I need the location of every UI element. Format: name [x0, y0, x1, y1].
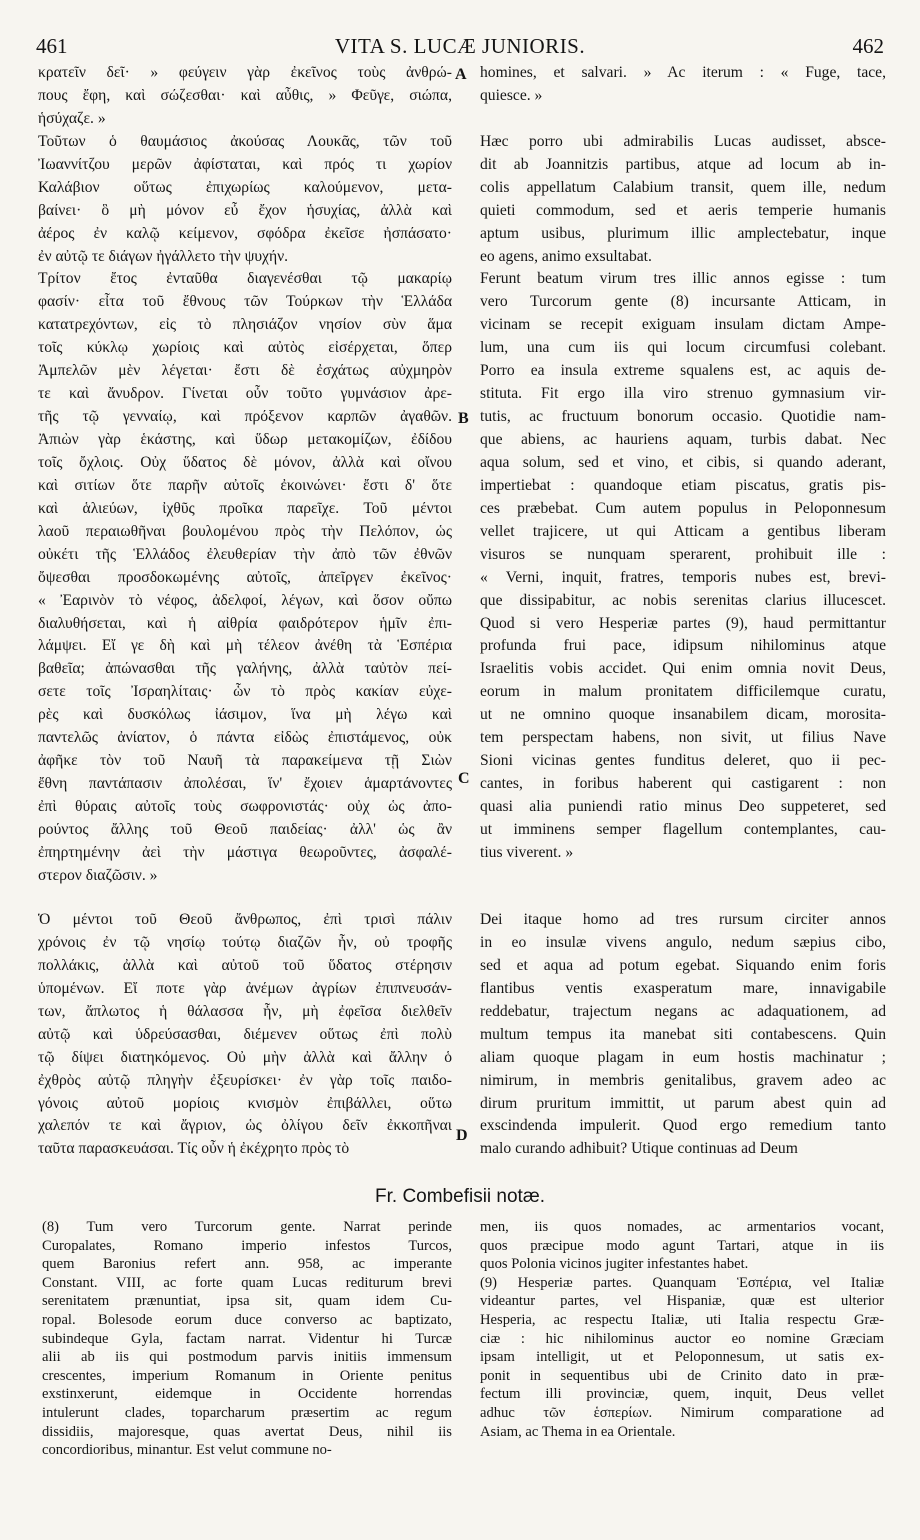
text-line: ἐχθρὸς αὐτῷ πληγὴν ἐξευρίσκει· ἐν γὰρ τοῖς παιδο-: [38, 1071, 452, 1089]
text-line: tius viverent. »: [480, 843, 574, 861]
text-line: Sioni vicinas gentes funditus deleret, quo ii pec-: [480, 752, 886, 770]
text-line: Ἰωαννίτζου μερῶν ἀφίσταται, καὶ πρός τι χωρίον: [38, 155, 452, 173]
notes-right-column: [480, 1218, 884, 1441]
text-line: ciæ : hic nihilominus auctor eo nomine Græciam: [480, 1330, 884, 1347]
text-line: quem Baronius refert ann. 958, ac imperante: [42, 1256, 452, 1273]
latin-column: [480, 62, 886, 865]
text-line: impertiebat : quandoque etiam piscatus, gratis pis-: [480, 476, 886, 494]
text-line: πολλάκις, ἀλλὰ καὶ αὐτοῦ τοῦ ὕδατος στέρησιν: [38, 956, 452, 974]
text-line: quasi alia puniendi ratio minus Deo suppeteret, sed: [480, 798, 886, 815]
text-line: flantibus ventis exasperatum mare, innavigabile: [480, 979, 886, 997]
text-line: ἐπὶ θύραις αὐτοῖς τοὺς σωφρονιστάς· οὐχ ὡς ἀπο-: [38, 798, 452, 815]
text-line: videantur partes, vel Hispaniæ, quæ est ulterior: [480, 1293, 884, 1310]
text-line: ipsam intelligit, ut et Peloponnesum, ut satis ex-: [480, 1349, 884, 1366]
text-line: ut ne omnino quoque insanabilem dicam, morosita-: [480, 706, 886, 724]
text-line: ρὲς καὶ δυσκόλως ἰάσιμον, ἵνα μὴ λέγω καὶ: [38, 706, 452, 724]
page-number-right: 462: [852, 34, 884, 58]
text-line: vellet trajicere, ut qui Atticam a gentibus liberam: [480, 522, 886, 540]
text-line: ταῦτα παρασκευάσαι. Τίς οὖν ἡ ἐκέχρητο πρὸς τὸ: [38, 1140, 350, 1158]
text-line: βαίνει· ὃ μὴ μόνον εὖ ἔχον ἡσυχίας, ἀλλὰ καὶ: [38, 201, 452, 219]
margin-letter-d: D: [456, 1127, 468, 1144]
text-line: visuros se nunquam sperarent, prohibuit ille :: [480, 545, 886, 563]
text-line: ropal. Bolesode eorum duce converso ac baptizato,: [42, 1311, 452, 1328]
text-line: πους ἔφη, καὶ σώζεσθαι· καὶ αὖθις, » Φεῦγε, σιώπα,: [38, 86, 452, 104]
text-line: Israelitis vobis accidet. Qui enim omnia novit Deus,: [480, 660, 886, 678]
text-line: Constant. VIII, ac forte quam Lucas rediturum brevi: [42, 1274, 452, 1291]
text-line: καὶ ἁλιεύων, ἰχθῦς προῖκα παρεῖχε. Τοῦ μέντοι: [38, 499, 452, 517]
text-line: tutis, ac fructuum bonorum occasio. Quotidie nam-: [480, 408, 886, 426]
margin-letter-c: C: [458, 770, 470, 787]
text-line: Quod si vero Hesperiæ partes (9), haud permittantur: [480, 614, 886, 632]
text-line: homines, et salvari. » Ac iterum : « Fuge, tace,: [480, 64, 886, 81]
text-line: quiesce. »: [480, 86, 543, 104]
text-line: ut imminens semper flagellum contemplantes, cau-: [480, 820, 886, 838]
text-line: ἀέρος ἐν καλῷ κείμενον, σφόδρα ἐκεῖσε ἠσπάσατο·: [38, 224, 452, 242]
text-line: ἀφῆκε τὸν τοῦ Ναυῆ τὰ παρακείμενα τῇ Σιὼν: [38, 752, 452, 770]
text-line: Καλάβιον οὕτως ἐπιχωρίως καλούμενον, μετα-: [38, 178, 452, 196]
text-line: reddebatur, trajectum negans ac adaquationem, ad: [480, 1002, 886, 1020]
text-line: fectum illi provinciæ, quem, inquit, Deus vellet: [480, 1386, 884, 1403]
text-line: dissidiis, majoresque, quas avertat Deus, nihil iis: [42, 1423, 452, 1440]
text-line: in eo insulæ vivens angulo, nedum sæpius cibo,: [480, 933, 886, 951]
text-line: que abiens, ac hauriens aquam, turbis dabat. Nec: [480, 431, 886, 448]
text-line: crescentes, imperium Romanum in Oriente penitus: [42, 1367, 452, 1384]
text-line: Porro ea insula extreme squalens est, ac aquis de-: [480, 362, 886, 380]
latin-column-continued: [480, 909, 886, 1161]
text-line: « Verni, inquit, fratres, temporis nubes est, brevi-: [480, 568, 886, 586]
text-line: [480, 108, 886, 131]
text-line: γόνοις αὐτοῦ μορίοις κνισμὸν ἐπιβάλλει, οὕτω: [38, 1094, 452, 1112]
page-header: [36, 34, 884, 64]
text-line: aptum usibus, plurimum illic amplectebatur, inque: [480, 224, 886, 242]
notes-left-column: [42, 1218, 452, 1460]
greek-column-continued: [38, 909, 452, 1161]
text-line: alii ab iis qui postmodum parvis initiis immensum: [42, 1349, 452, 1366]
text-line: αὐτῷ καὶ ὑδρεύσασθαι, διέμενεν οὕτως ἐπὶ πολὺ: [38, 1025, 452, 1043]
text-line: dirum pruritum immittit, ut parum abest quin ad: [480, 1094, 886, 1112]
text-line: λάμψει. Εἴ γε δὴ καὶ μὴ τέλεον ἀνέθη τὰ Ἑσπέρια: [38, 637, 452, 655]
text-line: Hesperia, ac respectu Italiæ, uti Italia respectu Græ-: [480, 1311, 884, 1328]
text-line: Ferunt beatum virum tres illic annos egisse : tum: [480, 270, 886, 288]
text-line: Τρίτον ἔτος ἐνταῦθα διαγενέσθαι τῷ μακαρίῳ: [38, 270, 452, 288]
running-title: VITA S. LUCÆ JUNIORIS.: [334, 34, 586, 58]
notes-heading: Fr. Combefisii notæ.: [375, 1186, 545, 1207]
text-line: ἐπηρτημένην ἀεὶ τὴν μάστιγα θεωροῦντες, ἀσφαλέ-: [38, 843, 452, 861]
text-line: τοῖς ὄχλοις. Οὐχ ὕδατος δὲ μόνον, ἀλλὰ καὶ οἴνου: [38, 453, 452, 471]
text-line: quieti commodum, sed et aeris temperie humanis: [480, 201, 886, 219]
text-line: subindeque Gyla, factam narrat. Videntur hi Turcæ: [42, 1330, 452, 1347]
text-line: Hæc porro ubi admirabilis Lucas audisset, absce-: [480, 132, 886, 150]
text-line: aliam quoque plagam in eum hostis machinatur ;: [480, 1048, 886, 1066]
text-line: τε καὶ ἄνυδρον. Γίνεται οὖν τοῦτο γυμνάσιον ἀρε-: [38, 385, 452, 403]
text-line: κατατρεχόντων, εἰς τὸ πλησιάζον νησίον σὺν ἅμα: [38, 316, 452, 334]
text-line: adhuc τῶν ἑσπερίων. Nimirum comparatione ad: [480, 1404, 884, 1421]
text-line: vicinam se recepit exiguam insulam dictam Ampe-: [480, 316, 886, 334]
text-line: malo curando adhibuit? Utique continuas ad Deum: [480, 1140, 798, 1158]
text-line: quos præcipue modo agunt Tartari, atque in iis: [480, 1237, 884, 1254]
text-line: ces præbebat. Cum autem populus in Peloponnesum: [480, 499, 886, 517]
text-line: τοῖς κύκλῳ χωρίοις καὶ αὐτὸς εἰσέρχεται, ὅπερ: [38, 339, 452, 357]
text-line: σετε τοῖς Ἰσραηλίταις· ὧν τὸ πρὸς κακίαν εὐχε-: [38, 683, 452, 701]
text-line: ρούντος ἄλλης τοῦ Θεοῦ παιδείας· ἀλλ' ὡς ἂν: [38, 820, 452, 838]
text-line: Asiam, ac Thema in ea Orientale.: [480, 1423, 676, 1440]
text-line: exstinxerunt, eidemque in Occidente horrendas: [42, 1386, 452, 1403]
text-line: eorum in malum pronitatem difficilemque curatu,: [480, 683, 886, 701]
text-line: dit ab Joannitzis partibus, atque ad locum ab in-: [480, 155, 886, 173]
margin-letter-b: B: [458, 410, 469, 427]
text-line: men, iis quos nomades, ac armentarios vocant,: [480, 1219, 884, 1235]
text-line: ἐν αὐτῷ τε διάγων ἠγάλλετο τὴν ψυχήν.: [38, 247, 289, 265]
text-line: Curopalates, Romano imperio infestos Turcos,: [42, 1237, 452, 1254]
text-line: « Ἐαρινὸν τὸ νέφος, ἀδελφοί, λέγων, καὶ ὅσον οὔπω: [38, 591, 452, 609]
text-line: παντελῶς ἀνίατον, ὁ πάντα εἰδὼς ἐπιστάμενος, οὐκ: [38, 729, 452, 747]
text-line: Ὁ μέντοι τοῦ Θεοῦ ἄνθρωπος, ἐπὶ τρισὶ πάλιν: [38, 911, 452, 928]
text-line: διαλυθήσεται, καὶ ἡ αἰθρία φαιδρότερον ἡμῖν ἐπι-: [38, 614, 452, 632]
text-line: Ἀπιὼν γὰρ ἑκάστης, καὶ ὕδωρ μετακομίζων, ἐδίδου: [38, 431, 452, 448]
text-line: βαθεῖα; ἀπώνασθαι τῆς γαλήνης, ἀλλὰ ταὐτὸν πεί-: [38, 660, 452, 678]
text-line: στερον διαζῶσιν. »: [38, 866, 158, 884]
text-line: τῆς τῷ γενναίῳ, καὶ πρόξενον καρπῶν ἀγαθῶν.: [38, 408, 452, 426]
text-line: intulerunt clades, toparcharum præsertim ac regum: [42, 1404, 452, 1421]
greek-column: [38, 62, 452, 888]
text-line: colis appellatum Calabium transit, quem ille, nedum: [480, 178, 886, 196]
text-line: οὐκέτι τῆς Ἑλλάδος ἐλευθερίαν τὴν ἀπὸ τῶν ἐθνῶν: [38, 545, 452, 563]
page-number-left: 461: [36, 34, 68, 58]
text-line: sed et aqua ad potum egebat. Siquando enim foris: [480, 956, 886, 974]
text-line: ὄψεσθαι προσδοκωμένης αὐτοῖς, ἀπεῖργεν ἐκεῖνος·: [38, 568, 452, 586]
text-line: nimirum, in membris genitalibus, gravem adeo ac: [480, 1071, 886, 1089]
text-line: (9) Hesperiæ partes. Quanquam Ἑσπέρια, vel Italiæ: [480, 1274, 884, 1291]
text-line: ponit in sequentibus ubi de Crinito dato in præ-: [480, 1367, 884, 1384]
text-line: exscindenda impulerit. Quod ergo remedium tanto: [480, 1117, 886, 1135]
text-line: stituta. Fit ergo illa viro strenuo gymnasium vir-: [480, 385, 886, 403]
text-line: φασίν· εἶτα τοῦ ἔθνους τῶν Τούρκων τὴν Ἑλλάδα: [38, 293, 452, 311]
text-line: concordioribus, minantur. Est velut commune no-: [42, 1442, 332, 1459]
text-line: tem perspectam habens, non sivit, ut filius Nave: [480, 729, 886, 747]
text-line: lum, una cum iis qui locum circumfusi colebant.: [480, 339, 886, 357]
text-line: ὑπομένων. Εἴ ποτε γὰρ ἀνέμων ἀγρίων ἐπιπνευσάν-: [38, 979, 452, 997]
text-line: que dissipabitur, ac nobis serenitas clarius illucescet.: [480, 591, 886, 609]
text-line: Τοῦτων ὁ θαυμάσιος ἀκούσας Λουκᾶς, τῶν τοῦ: [38, 132, 452, 150]
text-line: eo agens, animo exsultabat.: [480, 247, 652, 265]
text-line: quos Polonia vicinos jugiter infestantes habet.: [480, 1256, 749, 1273]
text-line: των, ἄπλωτος ἡ θάλασσα ἦν, μὴ ἐφεῖσα διελθεῖν: [38, 1002, 452, 1020]
text-line: Ἀμπελῶν μὲν λέγεται· ἔστι δὲ ἐσχάτως αὐχμηρὸν: [38, 362, 452, 380]
text-line: serenitatem prænuntiat, ipsa sit, quam idem Cu-: [42, 1293, 452, 1310]
text-line: cantes, in foribus haberent qui castigarent : non: [480, 775, 886, 793]
text-line: χρόνοις ἐν τῷ νησίῳ τούτῳ διαζῶν ἦν, οὐ τροφῆς: [38, 933, 452, 951]
text-line: καὶ σιτίων ὅτε παρῆν αὐτοῖς ἐκοινώνει· ἔστι δ' ὅτε: [38, 476, 452, 494]
text-line: (8) Tum vero Turcorum gente. Narrat perinde: [42, 1219, 452, 1235]
text-line: vero Turcorum gente (8) incursante Atticam, in: [480, 293, 886, 311]
text-line: aqua solum, sed et vino, et cibis, si quando aderant,: [480, 453, 886, 471]
text-line: κρατεῖν δεῖ· » φεύγειν γὰρ ἐκεῖνος τοὺς ἀνθρώ-: [38, 64, 452, 81]
margin-letter-a: A: [455, 66, 467, 83]
text-line: τῷ δίψει διατηκόμενος. Οὐ μὴν ἀλλὰ καὶ ἄλλην ὁ: [38, 1048, 452, 1066]
text-line: Dei itaque homo ad tres rursum circiter annos: [480, 911, 886, 928]
text-line: profunda frui pace, idipsum nihilominus atque: [480, 637, 886, 655]
text-line: χαλεπόν τε καὶ ἄγριον, ὡς ὀλίγου δεῖν ἐκκοπῆναι: [38, 1117, 452, 1135]
text-line: λαοῦ περαιωθῆναι βουλομένου πρὸς τὴν Πελόπον, ὡς: [38, 522, 452, 540]
text-line: multum tempus ita manebat siti contabescens. Quin: [480, 1025, 886, 1043]
text-line: ἡσύχαζε. »: [38, 109, 106, 127]
text-line: ἔθνη παντάπασιν ἀπολέσαι, ἵν' ἔχοιεν ἁμαρτάνοντες: [38, 775, 452, 793]
